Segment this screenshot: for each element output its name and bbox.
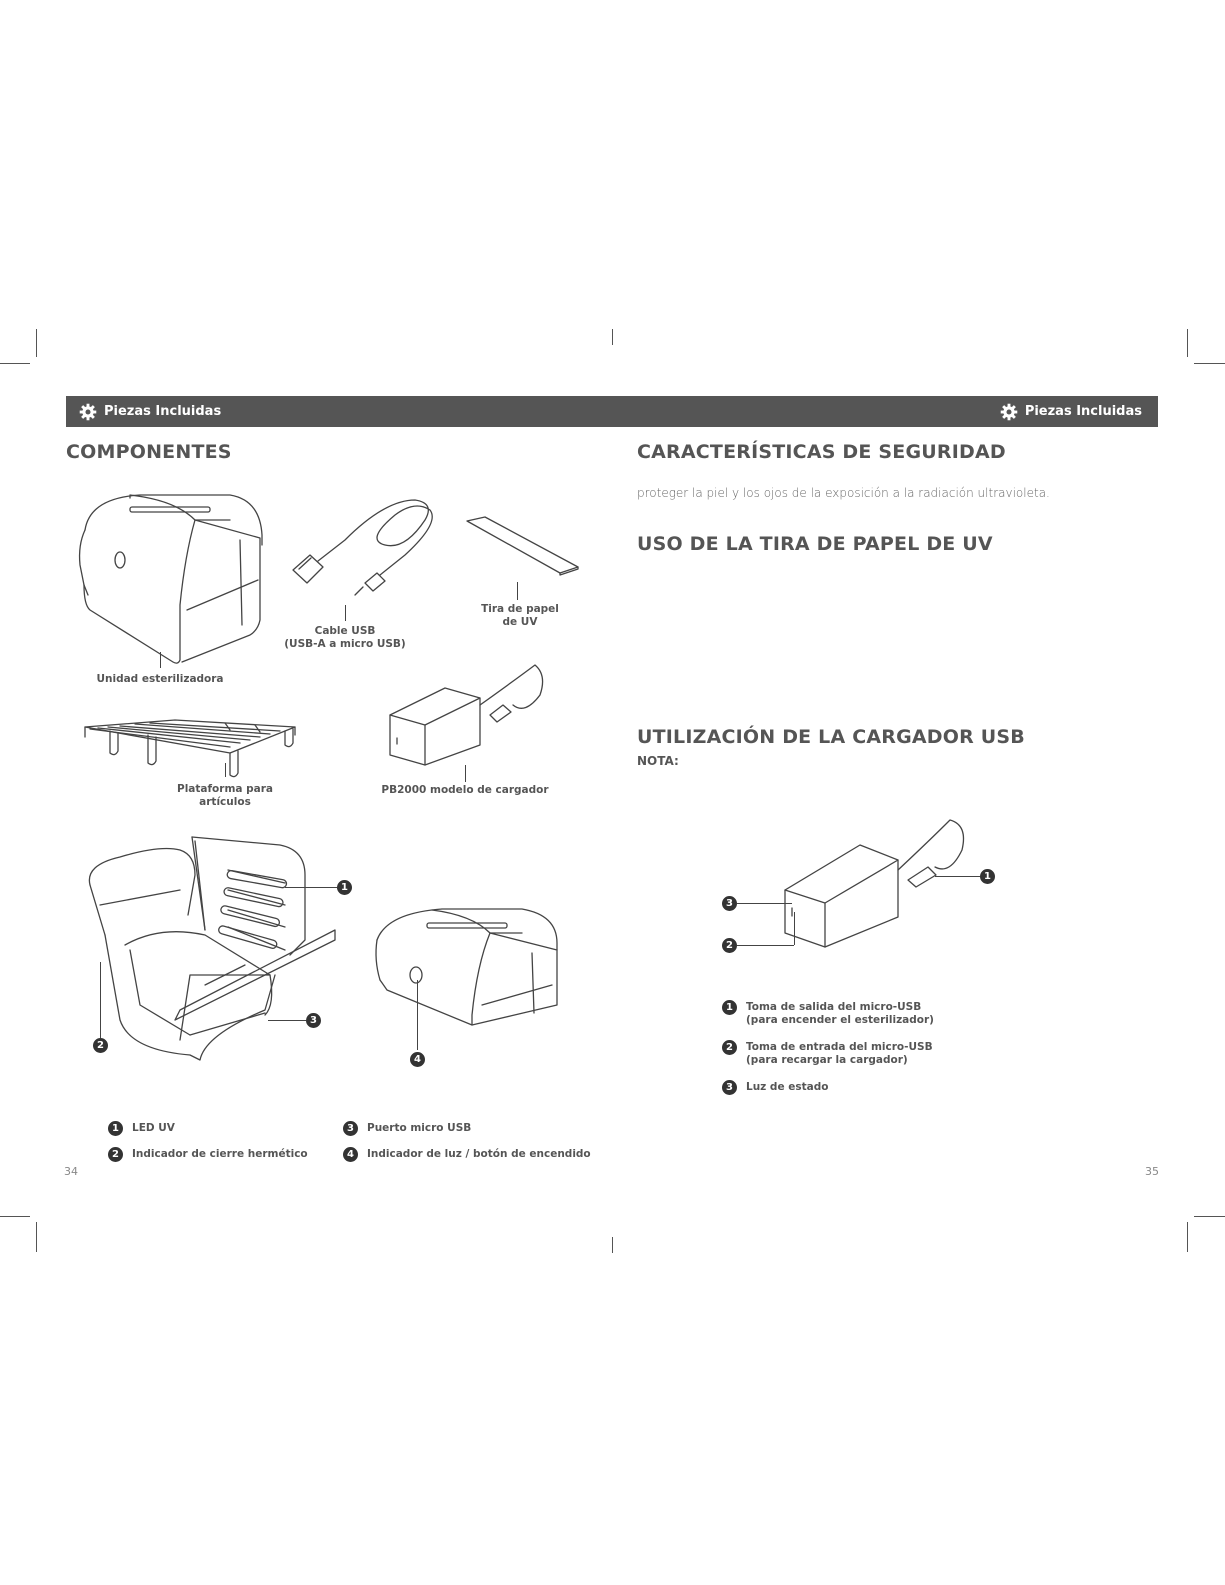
- charger-diagram-illustration: [780, 815, 975, 950]
- section-title-usb-charger: UTILIZACIÓN DE LA CARGADOR USB: [637, 726, 1025, 748]
- uv-paper-strip-illustration: [465, 515, 580, 575]
- callout-badge-1: 1: [980, 869, 995, 884]
- crop-mark: [1187, 329, 1188, 357]
- legend-text: [746, 1081, 828, 1094]
- header-left: [79, 396, 221, 427]
- legend-badge: 2: [722, 1040, 737, 1055]
- header-right: [1000, 396, 1142, 427]
- header-right-label: Piezas Incluidas: [1024, 404, 1142, 419]
- caption-cable-line1: Cable USB: [314, 625, 376, 637]
- legend-text: Indicador de cierre hermético: [132, 1148, 308, 1160]
- crop-mark: [612, 1237, 613, 1253]
- page-title-componentes: COMPONENTES: [66, 441, 232, 463]
- legend-text: Puerto micro USB: [367, 1122, 472, 1134]
- callout-line: [225, 763, 226, 777]
- section-title-safety: CARACTERÍSTICAS DE SEGURIDAD: [637, 441, 1006, 463]
- callout-badge-3: 3: [306, 1013, 321, 1028]
- crop-mark: [612, 329, 613, 345]
- legend-line: (para recargar la cargador): [746, 1054, 908, 1066]
- crop-mark: [1187, 1222, 1188, 1252]
- legend-badge: 4: [343, 1147, 358, 1162]
- section-header-bar: [66, 396, 1158, 427]
- usb-cable-illustration: [285, 495, 445, 605]
- callout-line: [268, 1020, 306, 1021]
- gear-icon: [1000, 403, 1018, 421]
- callout-badge-4: 4: [410, 1052, 425, 1067]
- caption-unit: Unidad esterilizadora: [96, 673, 224, 685]
- caption-strip: [460, 603, 580, 629]
- charger-illustration: [385, 660, 550, 770]
- crop-mark: [36, 1222, 37, 1252]
- caption-platform-line2: artículos: [199, 796, 251, 808]
- legend-line: Toma de salida del micro-USB: [746, 1001, 922, 1013]
- page-number-left: 34: [64, 1165, 78, 1178]
- legend-badge: 1: [108, 1121, 123, 1136]
- legend-badge: 2: [108, 1147, 123, 1162]
- callout-line: [285, 887, 337, 888]
- crop-mark: [1194, 1216, 1225, 1217]
- note-label: NOTA:: [637, 754, 679, 768]
- callout-line: [794, 912, 795, 945]
- callout-line: [465, 765, 466, 782]
- callout-line: [737, 945, 794, 946]
- legend-text: [746, 1041, 933, 1067]
- callout-line: [160, 652, 161, 668]
- safety-text: proteger la piel y los ojos de la exposición a la radiación ultravioleta.: [637, 486, 1050, 500]
- legend-line: (para encender el esterilizador): [746, 1014, 934, 1026]
- callout-line: [345, 605, 346, 621]
- legend-line: Toma de entrada del micro-USB: [746, 1041, 933, 1053]
- callout-badge-2: 2: [93, 1038, 108, 1053]
- caption-strip-line2: de UV: [502, 616, 538, 628]
- crop-mark: [36, 329, 37, 357]
- crop-mark: [0, 363, 30, 364]
- section-title-uv-strip: USO DE LA TIRA DE PAPEL DE UV: [637, 533, 993, 555]
- sterilizer-unit-illustration: [70, 490, 270, 670]
- legend-badge: 1: [722, 1000, 737, 1015]
- legend-badge: 3: [343, 1121, 358, 1136]
- callout-badge-3: 3: [722, 896, 737, 911]
- caption-charger: PB2000 modelo de cargador: [381, 784, 549, 796]
- caption-platform-line1: Plataforma para: [177, 783, 273, 795]
- gear-icon: [79, 403, 97, 421]
- crop-mark: [0, 1216, 30, 1217]
- page-number-right: 35: [1145, 1165, 1159, 1178]
- caption-cable-line2: (USB-A a micro USB): [284, 638, 406, 650]
- closed-sterilizer-illustration: [372, 905, 562, 1030]
- legend-text: [746, 1001, 934, 1027]
- caption-cable: [270, 625, 420, 651]
- callout-badge-2: 2: [722, 938, 737, 953]
- legend-text: LED UV: [132, 1122, 175, 1134]
- open-sterilizer-illustration: [80, 835, 345, 1070]
- crop-mark: [1194, 363, 1225, 364]
- callout-line: [517, 582, 518, 600]
- callout-badge-1: 1: [337, 880, 352, 895]
- callout-line: [417, 980, 418, 1050]
- header-left-label: Piezas Incluidas: [104, 404, 222, 419]
- legend-line: Luz de estado: [746, 1081, 829, 1093]
- caption-strip-line1: Tira de papel: [481, 603, 559, 615]
- callout-line: [737, 903, 792, 904]
- callout-line: [100, 962, 101, 1038]
- caption-platform: [160, 783, 290, 809]
- callout-line: [935, 876, 980, 877]
- legend-badge: 3: [722, 1080, 737, 1095]
- legend-text: Indicador de luz / botón de encendido: [367, 1148, 591, 1160]
